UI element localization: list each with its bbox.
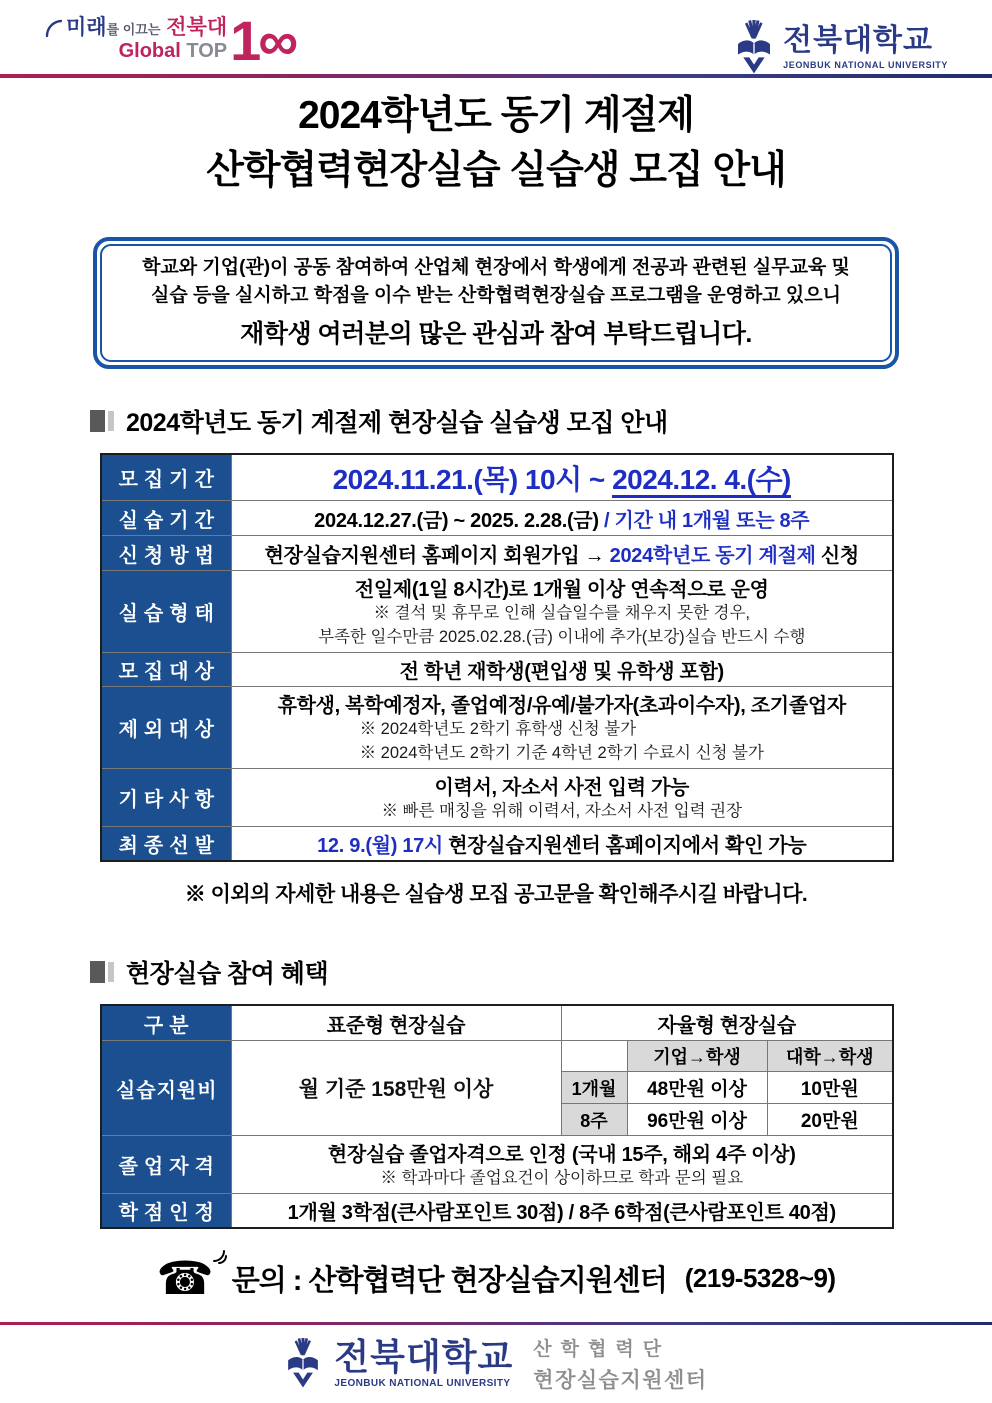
slogan-100: 1∞	[230, 9, 296, 72]
support-empty-cell	[561, 1041, 627, 1072]
university-name: 전북대학교	[783, 24, 934, 57]
row-label-etc: 기타사항	[101, 768, 231, 826]
form-note2: 부족한 일수만큼 2025.02.28.(금) 이내에 추가(보강)실습 반드시 수행	[318, 628, 806, 647]
recruit-period-value	[231, 454, 893, 501]
university-name-block	[783, 26, 948, 70]
page-title-line1: 2024학년도 동기 계절제	[298, 94, 694, 137]
graduation-value	[231, 1136, 893, 1194]
contact-phone-number: (219-5328~9)	[684, 1262, 836, 1293]
phone-icon	[156, 1252, 214, 1305]
section2-title: 현장실습 참여 혜택	[126, 959, 329, 988]
university-logo	[734, 20, 948, 76]
apply-highlight: 2024학년도 동기 계절제	[609, 544, 816, 567]
benefit-support-header-row	[101, 1041, 893, 1072]
practice-dates: 2024.12.27.(금) ~ 2025. 2.28.(금)	[314, 509, 599, 532]
benefit-head-row	[101, 1005, 893, 1041]
section-bullet-light-icon	[108, 962, 114, 982]
etc-note1: ※ 빠른 매칭을 위해 이력서, 자소서 사전 입력 권장	[381, 801, 743, 820]
footer-univ-name-en: JEONBUK NATIONAL UNIVERSITY	[334, 1378, 511, 1389]
intro-line3: 재학생 여러분의 많은 관심과 참여 부탁드립니다.	[240, 319, 752, 348]
etc-value	[231, 768, 893, 826]
benefit-graduation-row	[101, 1136, 893, 1194]
practice-form-value	[231, 571, 893, 653]
table-row-apply-method	[101, 536, 893, 571]
support-row1-name: 1개월	[561, 1072, 627, 1104]
support-row2-company: 96만원 이상	[627, 1104, 767, 1136]
slogan-mid: 를 이끄는	[106, 22, 161, 37]
slogan-top: TOP	[186, 40, 228, 63]
footer-org1: 산학협력단	[533, 1339, 671, 1360]
practice-period-value	[231, 501, 893, 536]
row-label-target: 모집대상	[101, 653, 231, 687]
footer-org2: 현장실습지원센터	[533, 1369, 708, 1392]
final-value	[231, 826, 893, 861]
row-label-graduation: 졸업자격	[101, 1136, 231, 1194]
final-rest: 현장실습지원센터 홈페이지에서 확인 가능	[448, 834, 807, 857]
credit-value: 1개월 3학점(큰사람포인트 30점) / 8주 6학점(큰사람포인트 40점)	[231, 1194, 893, 1229]
benefit-col-standard: 표준형 현장실습	[231, 1005, 561, 1041]
university-name-en: JEONBUK NATIONAL UNIVERSITY	[783, 60, 948, 70]
section-bullet-light-icon	[108, 411, 114, 431]
table-row-final-selection	[101, 826, 893, 861]
apply-pre: 현장실습지원센터 홈페이지 회원가입 →	[264, 544, 605, 567]
form-note1: ※ 결석 및 휴무로 인해 실습일수를 채우지 못한 경우,	[373, 604, 751, 623]
intro-box	[93, 237, 899, 369]
benefit-col-label: 구분	[101, 1005, 231, 1041]
intro-line2: 실습 등을 실시하고 학점을 이수 받는 산학협력현장실습 프로그램을 운영하고 있으니	[151, 285, 841, 307]
row-label-form: 실습형태	[101, 571, 231, 653]
support-standard-value: 월 기준 158만원 이상	[231, 1041, 561, 1136]
graduation-note: ※ 학과마다 졸업요건이 상이하므로 학과 문의 필요	[380, 1169, 744, 1188]
row-label-support: 실습지원비	[101, 1041, 231, 1136]
swoosh-icon	[44, 18, 64, 38]
benefit-table	[100, 1004, 894, 1229]
footer-crest-icon	[284, 1338, 322, 1390]
section-bullet-icon	[90, 961, 105, 983]
apply-post: 신청	[820, 544, 859, 567]
slogan-mirae: 미래	[66, 16, 107, 39]
excluded-note1: ※ 2024학년도 2학기 휴학생 신청 불가	[359, 720, 637, 739]
slogan-global: Global	[118, 40, 181, 63]
slogan-jbnu: 전북대	[166, 16, 228, 39]
recruit-end: 2024.12. 4.(수)	[612, 464, 791, 498]
support-col-univ: 대학→학생	[767, 1041, 893, 1072]
target-value: 전 학년 재학생(편입생 및 유학생 포함)	[231, 653, 893, 687]
footer-org-block	[533, 1334, 707, 1394]
support-row2-univ: 20만원	[767, 1104, 893, 1136]
support-row1-univ: 10만원	[767, 1072, 893, 1104]
section1-title: 2024학년도 동기 계절제 현장실습 실습생 모집 안내	[126, 408, 668, 437]
recruit-start: 2024.11.21.(목) 10시	[332, 463, 582, 495]
benefit-credit-row	[101, 1194, 893, 1229]
slogan-text	[66, 16, 227, 63]
slogan-line1	[66, 16, 227, 39]
apply-method-value	[231, 536, 893, 571]
final-time: 12. 9.(월) 17시	[317, 834, 443, 857]
row-label-credit: 학점인정	[101, 1194, 231, 1229]
support-row2-name: 8주	[561, 1104, 627, 1136]
intro-box-inner	[100, 244, 892, 362]
page-title-line2: 산학협력현장실습 실습생 모집 안내	[206, 149, 786, 193]
intro-line1: 학교와 기업(관)이 공동 참여하여 산업체 현장에서 학생에게 전공과 관련된 실무교육 및	[142, 256, 850, 278]
form-main: 전일제(1일 8시간)로 1개월 이상 연속적으로 운영	[354, 579, 769, 602]
row-label-excluded: 제외대상	[101, 687, 231, 769]
table-row-practice-period	[101, 501, 893, 536]
recruit-info-table	[100, 453, 894, 862]
page-title	[0, 88, 992, 199]
slogan-line2	[66, 39, 227, 63]
table-row-excluded	[101, 687, 893, 769]
university-crest-icon	[734, 20, 774, 76]
footer	[0, 1322, 992, 1403]
footer-logo-row	[0, 1325, 992, 1403]
contact-line	[0, 1252, 992, 1305]
benefit-col-autonomous: 자율형 현장실습	[561, 1005, 893, 1041]
table-row-etc	[101, 768, 893, 826]
footer-univ-block	[334, 1336, 514, 1389]
practice-duration: / 기간 내 1개월 또는 8주	[603, 509, 810, 532]
excluded-value	[231, 687, 893, 769]
graduation-main: 현장실습 졸업자격으로 인정 (국내 15주, 해외 4주 이상)	[327, 1144, 796, 1167]
section-bullet-icon	[90, 410, 105, 432]
table-row-recruit-period	[101, 454, 893, 501]
phone-waves-icon	[212, 1249, 228, 1265]
footer-univ-name: 전북대학교	[334, 1336, 514, 1377]
table-row-practice-form	[101, 571, 893, 653]
etc-main: 이력서, 자소서 사전 입력 가능	[434, 776, 690, 799]
excluded-note2: ※ 2024학년도 2학기 기준 4학년 2학기 수료시 신청 불가	[359, 744, 764, 763]
row-label-recruit: 모집기간	[101, 454, 231, 501]
recruit-tilde: ~	[588, 463, 605, 495]
section1-footnote: ※ 이외의 자세한 내용은 실습생 모집 공고문을 확인해주시길 바랍니다.	[184, 882, 808, 906]
row-label-apply: 신청방법	[101, 536, 231, 571]
row-label-final: 최종선발	[101, 826, 231, 861]
table-row-target	[101, 653, 893, 687]
top-bar	[0, 0, 992, 74]
excluded-main: 휴학생, 복학예정자, 졸업예정/유예/불가자(초과이수자), 조기졸업자	[277, 695, 846, 718]
phone-glyph: ☎	[156, 1252, 214, 1305]
support-col-company: 기업→학생	[627, 1041, 767, 1072]
section1-header	[90, 403, 992, 439]
section2-header	[90, 954, 992, 990]
brand-slogan-logo	[44, 9, 296, 72]
contact-text: 문의 : 산학협력단 현장실습지원센터	[231, 1264, 667, 1297]
row-label-period: 실습기간	[101, 501, 231, 536]
support-row1-company: 48만원 이상	[627, 1072, 767, 1104]
